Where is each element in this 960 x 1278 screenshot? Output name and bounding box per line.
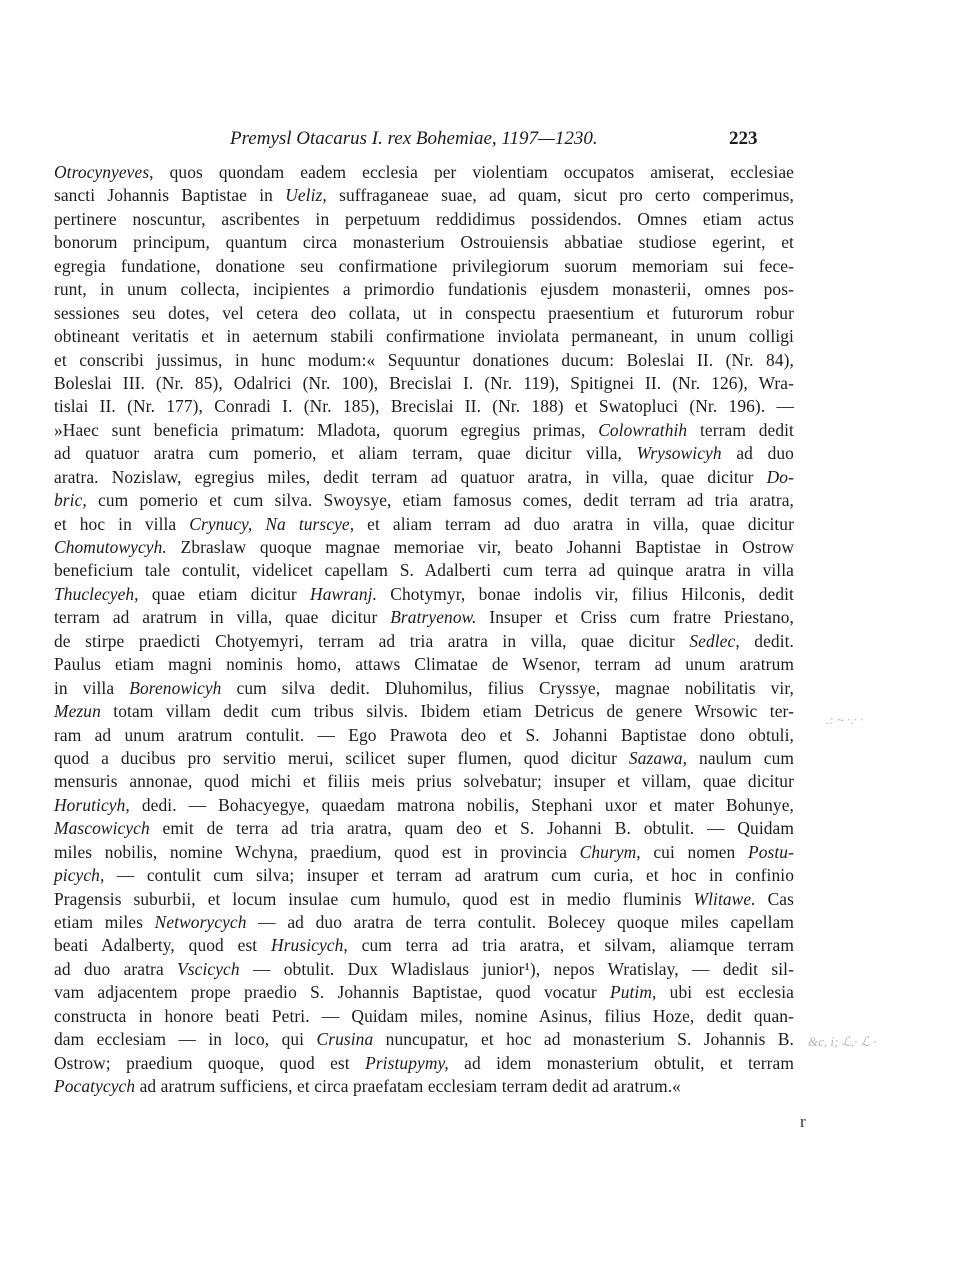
running-title: Premysl Otacarus I. rex Bohemiae, 1197—1230. xyxy=(230,128,598,149)
text-line: Mascowicych emit de terra ad tria aratra, quam deo et S. Johanni B. obtulit. — Quidam xyxy=(54,818,794,839)
text-line: picych, — contulit cum silva; insuper et terram ad aratrum cum curia, et hoc in confinio xyxy=(54,865,794,886)
body-text xyxy=(54,161,794,1099)
text-line: sessiones seu dotes, vel cetera deo collata, ut in conspectu praesentium et futurorum robur xyxy=(54,302,794,323)
text-line: Paulus etiam magni nominis homo, attaws Climatae de Wsenor, terram ad unum aratrum xyxy=(54,654,794,675)
margin-annotation: .: ~ ·.· · xyxy=(826,712,864,727)
text-line: Mezun totam villam dedit cum tribus silvis. Ibidem etiam Detricus de genere Wrsowic ter- xyxy=(54,701,794,722)
margin-annotation: &c, i; ℒ,· ℒ · xyxy=(808,1034,877,1049)
text-line: et hoc in villa Crynucy, Na turscye, et aliam terram ad duo aratra in villa, quae dicitur xyxy=(54,513,794,534)
text-line: ad quatuor aratra cum pomerio, et aliam terram, quae dicitur villa, Wrysowicyh ad duo xyxy=(54,443,794,464)
text-line: pertinere noscuntur, ascribentes in perpetuum reddidimus possidendos. Omnes etiam actus xyxy=(54,208,794,229)
text-line: egregia fundatione, donatione seu confirmatione privilegiorum suorum memoriam sui fece- xyxy=(54,255,794,276)
text-line: de stirpe praedicti Chotyemyri, terram ad tria aratra in villa, quae dicitur Sedlec, dedit. xyxy=(54,630,794,651)
text-line: sancti Johannis Baptistae in Ueliz, suffraganeae suae, ad quam, sicut pro certo comperimus, xyxy=(54,185,794,206)
text-line: bric, cum pomerio et cum silva. Swoysye, etiam famosus comes, dedit terram ad tria aratra, xyxy=(54,490,794,511)
text-line: Pocatycych ad aratrum sufficiens, et circa praefatam ecclesiam terram dedit ad aratrum.« xyxy=(54,1076,681,1097)
text-line: in villa Borenowicyh cum silva dedit. Dluhomilus, filius Cryssye, magnae nobilitatis vir, xyxy=(54,677,794,698)
page-number: 223 xyxy=(729,128,758,149)
text-line: terram ad aratrum in villa, quae dicitur Bratryenow. Insuper et Criss cum fratre Priestano, xyxy=(54,607,794,628)
text-line: ram ad unum aratrum contulit. — Ego Prawota deo et S. Johanni Baptistae dono obtuli, xyxy=(54,724,794,745)
text-line: dam ecclesiam — in loco, qui Crusina nuncupatur, et hoc ad monasterium S. Johannis B. xyxy=(54,1029,794,1050)
text-line: vam adjacentem prope praedio S. Johannis Baptistae, quod vocatur Putim, ubi est ecclesia xyxy=(54,982,794,1003)
text-line: Horuticyh, dedi. — Bohacyegye, quaedam matrona nobilis, Stephani uxor et mater Bohunye, xyxy=(54,794,794,815)
text-line: etiam miles Networycych — ad duo aratra de terra contulit. Bolecey quoque miles capellam xyxy=(54,912,794,932)
text-line: »Haec sunt beneficia primatum: Mladota, quorum egregius primas, Colowrathih terram dedit xyxy=(54,419,794,440)
text-line: Chomutowycyh. Zbraslaw quoque magnae memoriae vir, beato Johanni Baptistae in Ostrow xyxy=(54,537,794,557)
text-line: Boleslai III. (Nr. 85), Odalrici (Nr. 100), Brecislai I. (Nr. 119), Spitignei II. (Nr. 126), Wra- xyxy=(54,372,794,393)
text-line: quod a ducibus pro servitio merui, scilicet super flumen, quod dicitur Sazawa, naulum cum xyxy=(54,747,794,768)
text-line: Thuclecyeh, quae etiam dicitur Hawranj. Chotymyr, bonae indolis vir, filius Hilconis, dedit xyxy=(54,583,794,604)
text-line: Ostrow; praedium quoque, quod est Pristupymy, ad idem monasterium obtulit, et terram xyxy=(54,1052,794,1073)
text-line: Pragensis suburbii, et locum insulae cum humulo, quod est in medio fluminis Wlitawe. Cas xyxy=(54,888,794,909)
stray-mark: r xyxy=(800,1112,806,1131)
text-line: obtineant veritatis et in aeternum stabili confirmatione inviolata permaneant, in unum colligi xyxy=(54,326,794,347)
text-line: ad duo aratra Vscicych — obtulit. Dux Wladislaus junior¹), nepos Wratislay, — dedit sil- xyxy=(54,958,794,979)
text-line: beati Adalberty, quod est Hrusicych, cum terra ad tria aratra, et silvam, aliamque terram xyxy=(54,935,794,956)
text-line: aratra. Nozislaw, egregius miles, dedit terram ad quatuor aratra, in villa, quae dicitur Do- xyxy=(54,466,794,487)
text-line: runt, in unum collecta, incipientes a primordio fundationis ejusdem monasterii, omnes pos- xyxy=(54,279,794,300)
text-line: tislai II. (Nr. 177), Conradi I. (Nr. 185), Brecislai II. (Nr. 188) et Swatopluci (Nr. 196). — xyxy=(54,396,794,417)
text-line: miles nobilis, nomine Wchyna, praedium, quod est in provincia Churym, cui nomen Postu- xyxy=(54,841,794,862)
text-line: Otrocynyeves, quos quondam eadem ecclesia per violentiam occupatos amiserat, ecclesiae xyxy=(54,162,794,182)
text-line: bonorum principum, quantum circa monasterium Ostrouiensis abbatiae studiose egerint, et xyxy=(54,232,794,253)
text-line: et conscribi jussimus, in hunc modum:« Sequuntur donationes ducum: Boleslai II. (Nr. 84), xyxy=(54,349,794,370)
text-line: beneficium tale contulit, videlicet capellam S. Adalberti cum terra ad quinque aratra in villa xyxy=(54,560,794,581)
text-line: mensuris annonae, quod michi et filiis meis prius solvebatur; insuper et villam, quae dicitur xyxy=(54,771,794,792)
text-line: constructa in honore beati Petri. — Quidam miles, nomine Asinus, filius Hoze, dedit quan- xyxy=(54,1005,794,1026)
